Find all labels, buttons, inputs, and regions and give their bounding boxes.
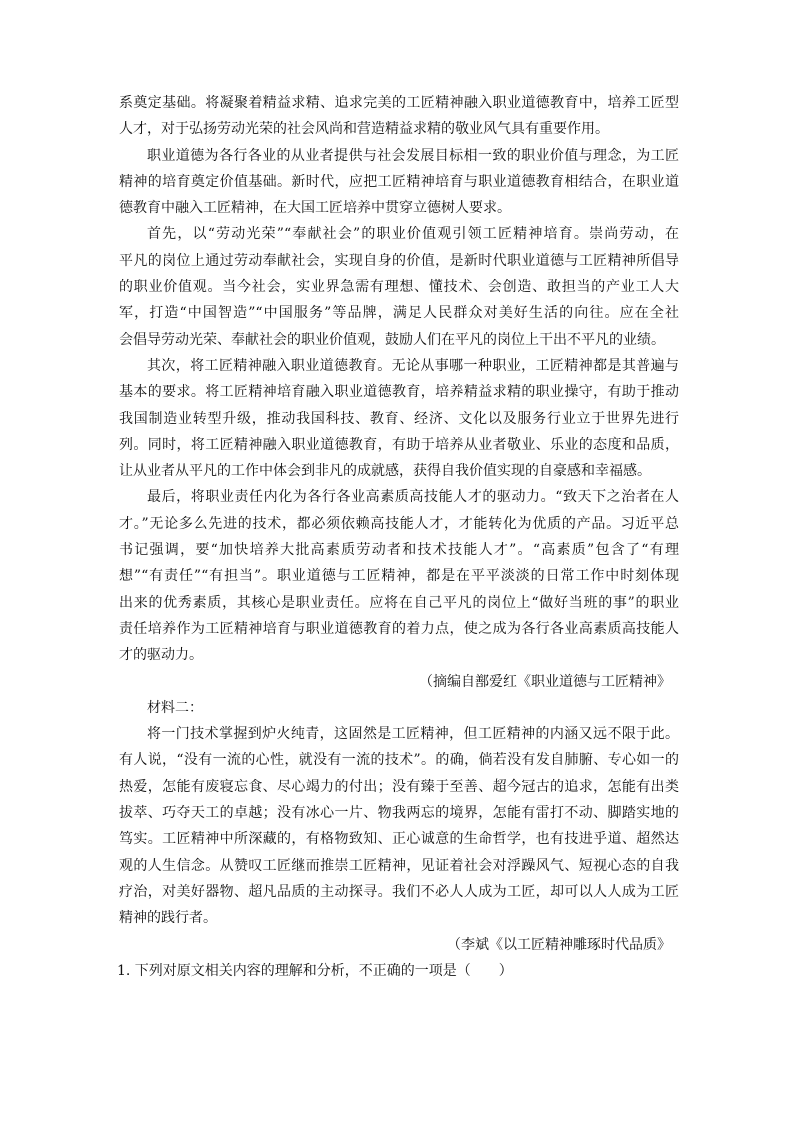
text-line: 基本的要求。将工匠精神培育融入职业道德教育，培养精益求精的职业操守，有助于推动 <box>119 384 679 401</box>
text-line: 精神的践行者。 <box>119 910 217 927</box>
paragraph-first-line: 首先，以“劳动光荣”“奉献社会”的职业价值观引领工匠精神培育。崇尚劳动，在 <box>147 226 679 243</box>
text-line: 的职业价值观。当今社会，实业界急需有理想、懂技术、会创造、敢担当的产业工人大 <box>119 279 679 296</box>
text-line: 疗治，对美好器物、超凡品质的主动探寻。我们不必人人成为工匠，却可以人人成为工匠 <box>119 883 679 900</box>
citation: （摘编自鄯爱红《职业道德与工匠精神》 <box>419 673 671 690</box>
text-line: 有人说，“没有一流的心性，就没有一流的技术”。的确，倘若没有发自肺腑、专心如一的 <box>119 752 679 769</box>
text-line: 我国制造业转型升级，推动我国科技、教育、经济、文化以及服务行业立于世界先进行 <box>119 410 679 427</box>
text-line: 系奠定基础。将凝聚着精益求精、追求完美的工匠精神融入职业道德教育中，培养工匠型 <box>119 95 679 111</box>
text-line: 人才，对于弘扬劳动光荣的社会风尚和营造精益求精的敬业风气具有重要作用。 <box>119 121 609 138</box>
citation: （李斌《以工匠精神雕琢时代品质》 <box>447 936 671 953</box>
text-line: 想”“有责任”“有担当”。职业道德与工匠精神，都是在平平淡淡的日常工作中时刻体现 <box>119 568 679 585</box>
document-page <box>119 90 679 984</box>
text-line: 精神的培育奠定价值基础。新时代，应把工匠精神培育与职业道德教育相结合，在职业道 <box>119 173 679 190</box>
text-line: 才的驱动力。 <box>119 647 203 664</box>
text-line: 会倡导劳动光荣、奉献社会的职业价值观，鼓励人们在平凡的岗位上干出不平凡的业绩。 <box>119 331 665 348</box>
text-line: 让从业者从平凡的工作中体会到非凡的成就感，获得自我价值实现的自豪感和幸福感。 <box>119 463 651 480</box>
text-line: 责任培养作为工匠精神培育与职业道德教育的着力点，使之成为各行各业高素质高技能人 <box>119 620 679 637</box>
text-line: 平凡的岗位上通过劳动奉献社会，实现自身的价值，是新时代职业道德与工匠精神所倡导 <box>119 252 679 269</box>
paragraph-first-line: 最后，将职业责任内化为各行各业高素质高技能人才的驱动力。“致天下之治者在人 <box>147 489 679 506</box>
text-line: 出来的优秀素质，其核心是职业责任。应将在自己平凡的岗位上“做好当班的事”的职业 <box>119 594 679 611</box>
text-line: 观的人生信念。从赞叹工匠继而推崇工匠精神，见证着社会对浮躁风气、短视心态的自我 <box>119 857 679 874</box>
text-line: 拔萃、巧夺天工的卓越；没有冰心一片、物我两忘的境界，怎能有雷打不动、脚踏实地的 <box>119 805 679 822</box>
text-line: 列。同时，将工匠精神融入职业道德教育，有助于培养从业者敬业、乐业的态度和品质， <box>119 436 679 453</box>
text-line: 德教育中融入工匠精神，在大国工匠培养中贯穿立德树人要求。 <box>119 200 511 217</box>
paragraph-first-line: 其次，将工匠精神融入职业道德教育。无论从事哪一种职业，工匠精神都是其普遍与 <box>147 357 679 374</box>
paragraph-first-line: 职业道德为各行各业的从业者提供与社会发展目标相一致的职业价值与理念，为工匠 <box>147 147 679 164</box>
text-line: 军，打造“中国智造”“中国服务”等品牌，满足人民群众对美好生活的向往。应在全社 <box>119 305 679 322</box>
text-line: 热爱，怎能有废寝忘食、尽心竭力的付出；没有臻于至善、超今冠古的追求，怎能有出类 <box>119 778 679 795</box>
text-line: 才。”无论多么先进的技术，都必须依赖高技能人才，才能转化为优质的产品。习近平总 <box>119 515 679 532</box>
text-line: 笃实。工匠精神中所深藏的，有格物致知、正心诚意的生命哲学，也有技进乎道、超然达 <box>119 831 679 848</box>
question-1: 1. 下列对原文相关内容的理解和分析，不正确的一项是（ ） <box>117 962 513 979</box>
section-heading: 材料二： <box>147 699 203 716</box>
paragraph-first-line: 将一门技术掌握到炉火纯青，这固然是工匠精神，但工匠精神的内涵又远不限于此。 <box>147 726 679 743</box>
text-line: 书记强调，要“加快培养大批高素质劳动者和技术技能人才”。“高素质”包含了“有理 <box>119 542 679 559</box>
